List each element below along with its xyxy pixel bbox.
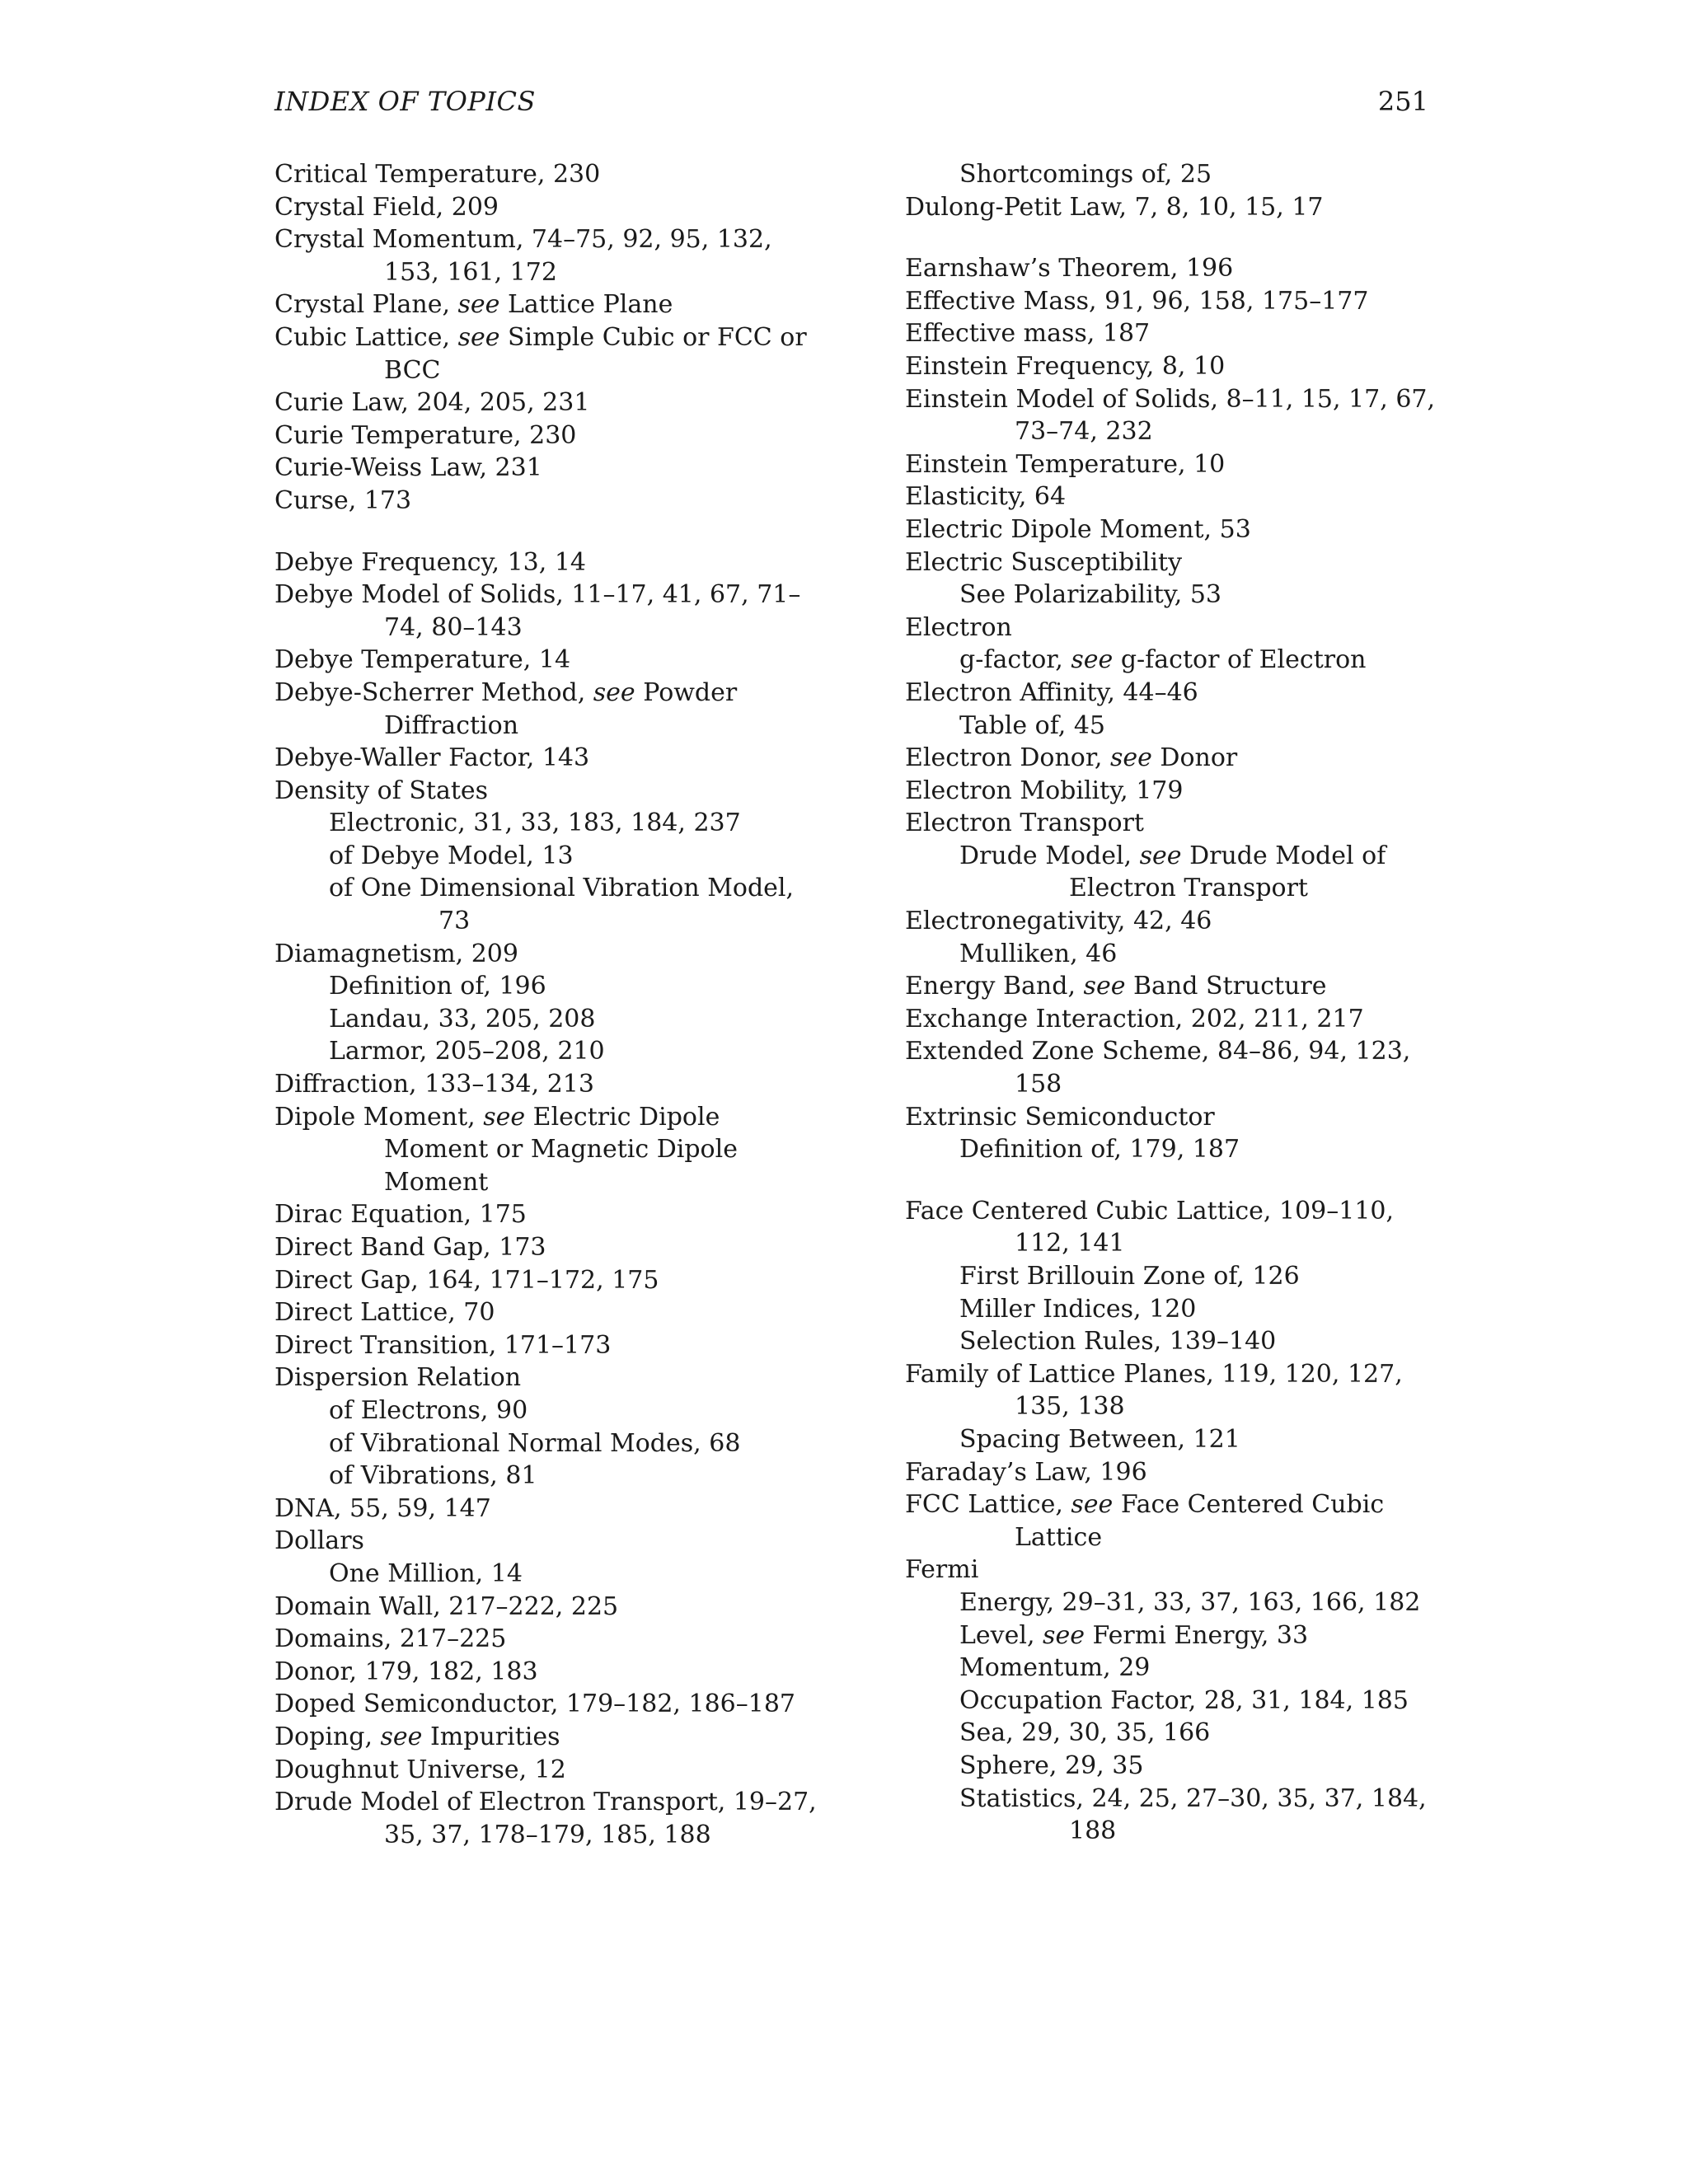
index-entry: Direct Lattice, 70	[274, 1298, 495, 1328]
index-subentry: Statistics, 24, 25, 27–30, 35, 37, 184, 188	[959, 1783, 1427, 1846]
letter-group-gap	[905, 223, 1449, 252]
index-subentry: Sea, 29, 30, 35, 166	[959, 1718, 1211, 1748]
index-entry: Diffraction, 133–134, 213	[274, 1070, 594, 1099]
index-subentry: First Brillouin Zone of, 126	[959, 1262, 1300, 1291]
letter-group-gap	[274, 518, 818, 546]
index-entry: Diamagnetism, 209	[274, 939, 518, 968]
index-entry: Dulong-Petit Law, 7, 8, 10, 15, 17	[905, 192, 1324, 222]
index-entry: Curie-Weiss Law, 231	[274, 453, 542, 483]
index-entry: Electron Affinity, 44–46	[905, 677, 1198, 707]
index-entry: Electron	[905, 612, 1012, 642]
index-entry: Family of Lattice Planes, 119, 120, 127, 135, 138	[905, 1359, 1403, 1422]
index-entry: Doughnut Universe, 12	[274, 1755, 566, 1784]
index-subentry: Energy, 29–31, 33, 37, 163, 166, 182	[959, 1587, 1421, 1617]
index-subentry: Miller Indices, 120	[959, 1294, 1197, 1324]
index-entry: Curie Temperature, 230	[274, 420, 577, 450]
index-entry: Einstein Frequency, 8, 10	[905, 351, 1226, 381]
index-subentry: Occupation Factor, 28, 31, 184, 185	[959, 1685, 1409, 1715]
index-entry: Direct Transition, 171–173	[274, 1330, 612, 1360]
index-entry: Electron Donor, see Donor	[905, 743, 1238, 773]
index-entry: Dipole Moment, see Electric Dipole Moment or Magnetic Dipole Moment	[274, 1102, 738, 1197]
index-entry: Faraday’s Law, 196	[905, 1457, 1147, 1487]
index-entry: Domains, 217–225	[274, 1624, 507, 1654]
index-subentry: Selection Rules, 139–140	[959, 1327, 1277, 1357]
index-entry: Exchange Interaction, 202, 211, 217	[905, 1004, 1364, 1033]
index-entry: Drude Model of Electron Transport, 19–27, 35, 37, 178–179, 185, 188	[274, 1788, 817, 1849]
index-entry: Electric Dipole Moment, 53	[905, 514, 1251, 544]
index-subentry: Shortcomings of, 25	[959, 160, 1212, 189]
index-entry: Direct Band Gap, 173	[274, 1233, 546, 1262]
index-entry: Debye Temperature, 14	[274, 645, 571, 675]
index-entry: Debye Frequency, 13, 14	[274, 547, 587, 577]
index-subentry: of Vibrations, 81	[329, 1461, 537, 1491]
index-subentry: of One Dimensional Vibration Model, 73	[329, 874, 795, 936]
index-column-left	[274, 158, 818, 1851]
index-entry: Electric Susceptibility	[905, 547, 1183, 577]
index-entry: Face Centered Cubic Lattice, 109–110, 112, 141	[905, 1196, 1395, 1258]
letter-group-gap	[905, 1166, 1449, 1195]
index-entry: Dirac Equation, 175	[274, 1200, 527, 1230]
index-entry: Curse, 173	[274, 485, 412, 515]
index-entry: Elasticity, 64	[905, 482, 1067, 512]
index-entry: Density of States	[274, 776, 489, 805]
index-subentry: of Debye Model, 13	[329, 841, 574, 870]
index-entry: Effective Mass, 91, 96, 158, 175–177	[905, 286, 1369, 316]
index-entry: FCC Lattice, see Face Centered Cubic Lattice	[905, 1490, 1385, 1552]
index-subentry: Landau, 33, 205, 208	[329, 1004, 596, 1033]
index-entry: Energy Band, see Band Structure	[905, 972, 1327, 1001]
index-entry: Doped Semiconductor, 179–182, 186–187	[274, 1690, 796, 1719]
index-entry: Doping, see Impurities	[274, 1722, 560, 1751]
index-entry: Debye Model of Solids, 11–17, 41, 67, 71–74, 80–143	[274, 580, 801, 642]
index-entry: Dispersion Relation	[274, 1363, 522, 1393]
index-entry: Effective mass, 187	[905, 319, 1151, 349]
index-subentry: Drude Model, see Drude Model of Electron Transport	[959, 841, 1386, 903]
index-subentry: Electronic, 31, 33, 183, 184, 237	[329, 808, 741, 838]
index-entry: Einstein Temperature, 10	[905, 449, 1226, 479]
index-entry: Earnshaw’s Theorem, 196	[905, 254, 1234, 284]
index-entry: Debye-Scherrer Method, see Powder Diffraction	[274, 677, 738, 740]
index-subentry: g-factor, see g-factor of Electron	[959, 645, 1367, 675]
index-entry: Fermi	[905, 1555, 979, 1585]
index-entry: Domain Wall, 217–222, 225	[274, 1591, 619, 1621]
index-entry: Donor, 179, 182, 183	[274, 1657, 538, 1686]
index-entry: Debye-Waller Factor, 143	[274, 743, 590, 773]
index-entry: Dollars	[274, 1526, 364, 1556]
index-subentry: Larmor, 205–208, 210	[329, 1037, 605, 1066]
index-subentry: Definition of, 179, 187	[959, 1135, 1240, 1165]
index-entry: Extrinsic Semiconductor	[905, 1102, 1215, 1132]
index-entry: DNA, 55, 59, 147	[274, 1493, 491, 1523]
index-entry: Crystal Field, 209	[274, 192, 499, 222]
index-subentry: See Polarizability, 53	[959, 580, 1221, 610]
index-subentry: Definition of, 196	[329, 972, 546, 1001]
index-subentry: of Vibrational Normal Modes, 68	[329, 1428, 741, 1458]
index-entry: Crystal Plane, see Lattice Plane	[274, 290, 673, 320]
page-number: 251	[1377, 86, 1428, 117]
index-column-right	[905, 158, 1449, 1848]
page-header	[274, 81, 1428, 122]
index-entry: Curie Law, 204, 205, 231	[274, 388, 590, 418]
index-entry: Electron Transport	[905, 808, 1144, 838]
running-title: INDEX OF TOPICS	[274, 86, 536, 117]
index-entry: Electronegativity, 42, 46	[905, 907, 1212, 936]
index-subentry: Momentum, 29	[959, 1653, 1151, 1683]
index-entry: Direct Gap, 164, 171–172, 175	[274, 1265, 659, 1295]
index-entry: Extended Zone Scheme, 84–86, 94, 123, 158	[905, 1037, 1411, 1099]
index-subentry: Level, see Fermi Energy, 33	[959, 1620, 1309, 1650]
index-subentry: Spacing Between, 121	[959, 1424, 1240, 1454]
index-subentry: Sphere, 29, 35	[959, 1750, 1144, 1780]
index-subentry: of Electrons, 90	[329, 1395, 528, 1425]
index-subentry: Mulliken, 46	[959, 939, 1118, 968]
index-subentry: One Million, 14	[329, 1558, 523, 1588]
index-subentry: Table of, 45	[959, 710, 1105, 740]
index-entry: Cubic Lattice, see Simple Cubic or FCC or BCC	[274, 322, 807, 385]
index-entry: Critical Temperature, 230	[274, 160, 601, 189]
index-entry: Electron Mobility, 179	[905, 776, 1184, 805]
index-entry: Einstein Model of Solids, 8–11, 15, 17, 67, 73–74, 232	[905, 384, 1436, 447]
index-entry: Crystal Momentum, 74–75, 92, 95, 132, 153, 161, 172	[274, 225, 772, 287]
